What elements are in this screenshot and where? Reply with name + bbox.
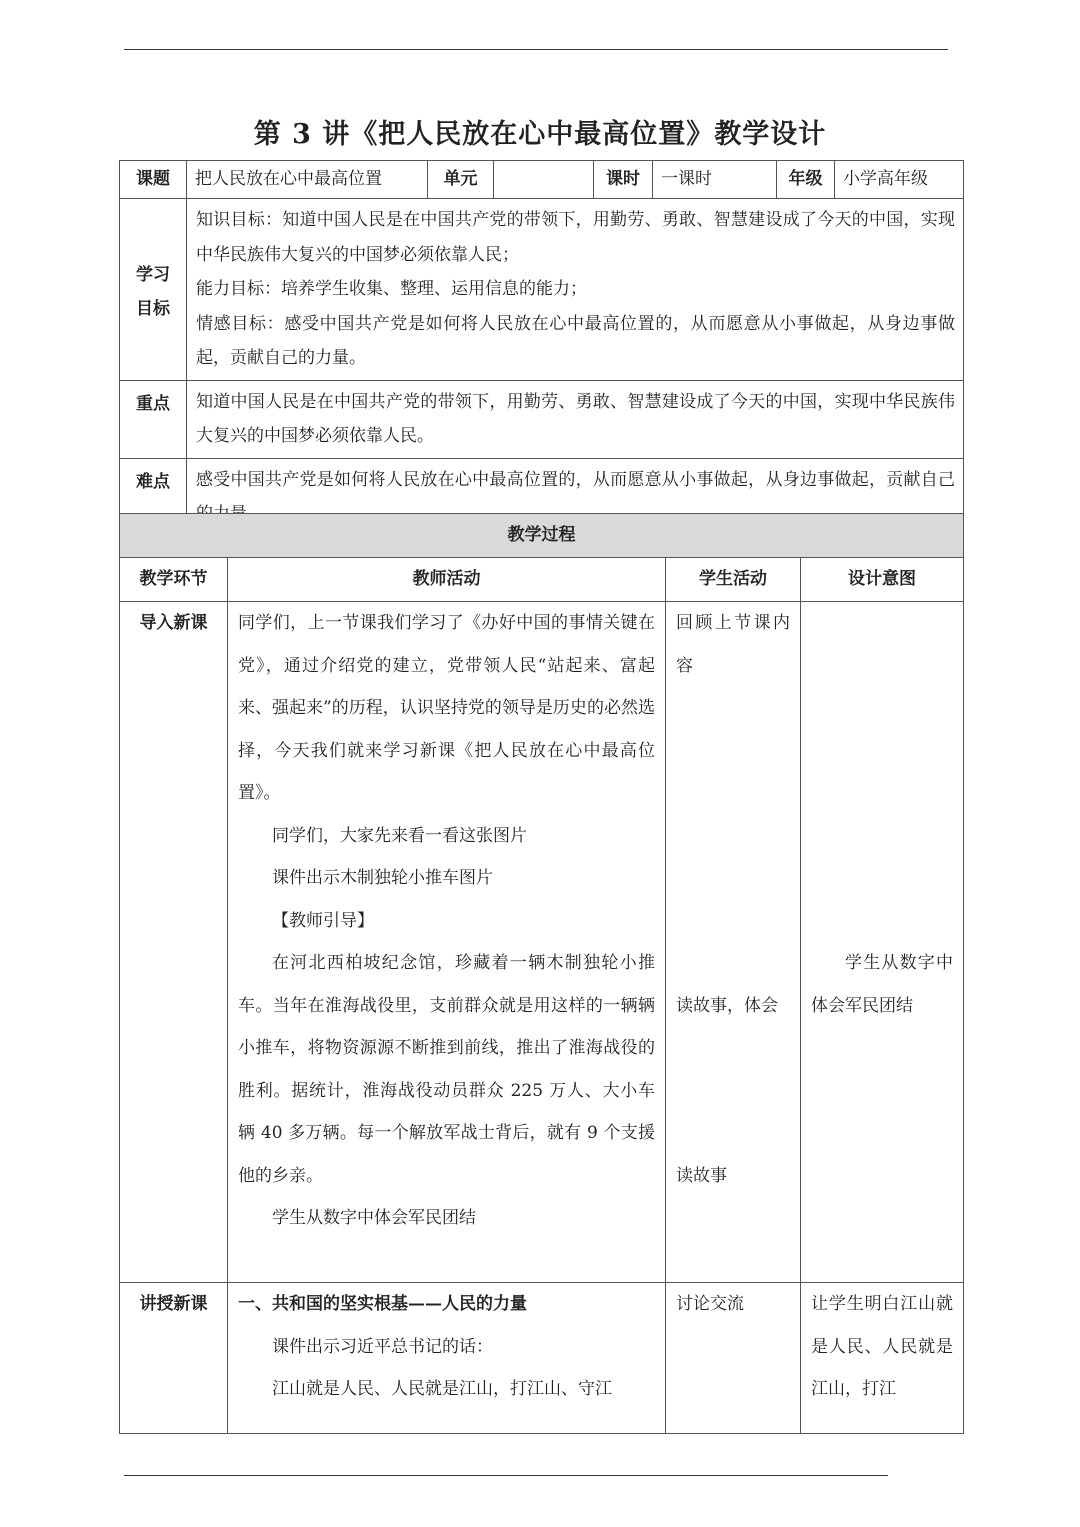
unit-value [494,161,594,199]
page-title: 第 3 讲《把人民放在心中最高位置》教学设计 [253,119,827,150]
objectives-label-line1: 学习 [136,264,170,285]
period-label: 课时 [594,161,653,199]
student-activity: 读故事，体会 [676,995,778,1016]
teacher-activity-intro [228,602,666,1283]
objectives-label-line2: 目标 [136,299,170,320]
difficulty-label: 难点 [120,458,187,536]
teacher-paragraph: 在河北西柏坡纪念馆，珍藏着一辆木制独轮小推车。当年在淮海战役里，支前群众就是用这样的一辆辆小推车，将物资源源不断推到前线，推出了淮海战役的胜利。据统计，淮海战役动员群众 225 万人、大小车辆 40 多万辆。每一个解放军战士背后，就有 9 个支援他的乡亲。 [238,953,655,1186]
student-activity: 读故事 [676,1165,727,1186]
process-band-row [120,514,964,558]
objectives-content [187,199,964,381]
student-activity-intro [666,602,801,1283]
info-table [119,160,964,537]
footer-rule [124,1475,888,1476]
header-stage: 教学环节 [120,558,228,602]
ability-goal: 能力目标：培养学生收集、整理、运用信息的能力； [196,279,587,299]
intent-intro [801,602,964,1283]
section-heading: 一、共和国的坚实根基——人民的力量 [238,1294,527,1314]
stage-new-lesson: 讲授新课 [120,1283,228,1434]
period-value: 一课时 [653,161,777,199]
grade-value: 小学高年级 [835,161,964,199]
intent-text: 学生从数字中体会军民团结 [811,953,953,1016]
stage-intro: 导入新课 [120,602,228,1283]
process-table [119,513,964,1434]
teacher-paragraph: 课件出示木制独轮小推车图片 [272,868,493,888]
process-row-intro [120,602,964,1283]
key-point-row [120,380,964,458]
teacher-activity-new-lesson [228,1283,666,1434]
teacher-paragraph: 课件出示习近平总书记的话： [272,1336,493,1357]
header-intent: 设计意图 [801,558,964,602]
header-rule [124,49,948,50]
teacher-paragraph: 江山就是人民、人民就是江山，打江山、守江 [272,1379,612,1399]
emotion-goal: 情感目标：感受中国共产党是如何将人民放在心中最高位置的，从而愿意从小事做起，从身边事做起，贡献自己的力量。 [196,313,955,368]
grade-label: 年级 [777,161,835,199]
process-row-new-lesson [120,1283,964,1434]
intent-new-lesson: 让学生明白江山就是人民、人民就是江山，打江 [801,1283,964,1434]
student-activity: 回顾上节课内容 [676,613,790,676]
teacher-paragraph: 【教师引导】 [272,910,374,931]
difficulty-text: 感受中国共产党是如何将人民放在心中最高位置的，从而愿意从小事做起，从身边事做起，贡献自己 [187,458,964,536]
process-band: 教学过程 [120,514,964,558]
objectives-label [120,199,187,381]
topic-label: 课题 [120,161,187,199]
info-row [120,161,964,199]
teacher-paragraph: 同学们，上一节课我们学习了《办好中国的事情关键在党》，通过介绍党的建立，党带领人民“站起来、富起来、强起来”的历程，认识坚持党的领导是历史的必然选择，今天我们就来学习新课《把人民放在心中最高位置》。 [238,613,655,803]
key-point-label: 重点 [120,380,187,458]
knowledge-goal: 知识目标：知道中国人民是在中国共产党的带领下，用勤劳、勇敢、智慧建设成了今天的中国，实现中华民族伟大复兴的中国梦必须依靠人民； [196,210,955,265]
header-student: 学生活动 [666,558,801,602]
process-header-row [120,558,964,602]
header-teacher: 教师活动 [228,558,666,602]
student-activity-new-lesson [666,1283,801,1434]
teacher-paragraph: 学生从数字中体会军民团结 [272,1208,476,1228]
key-point-text: 知道中国人民是在中国共产党的带领下，用勤劳、勇敢、智慧建设成了今天的中国，实现中华民族伟大复兴的中国梦必须依靠人民。 [187,380,964,458]
teacher-paragraph: 同学们，大家先来看一看这张图片 [272,825,527,846]
objectives-row [120,199,964,381]
unit-label: 单元 [428,161,494,199]
topic-value: 把人民放在心中最高位置 [187,161,428,199]
student-activity: 讨论交流 [676,1294,744,1314]
